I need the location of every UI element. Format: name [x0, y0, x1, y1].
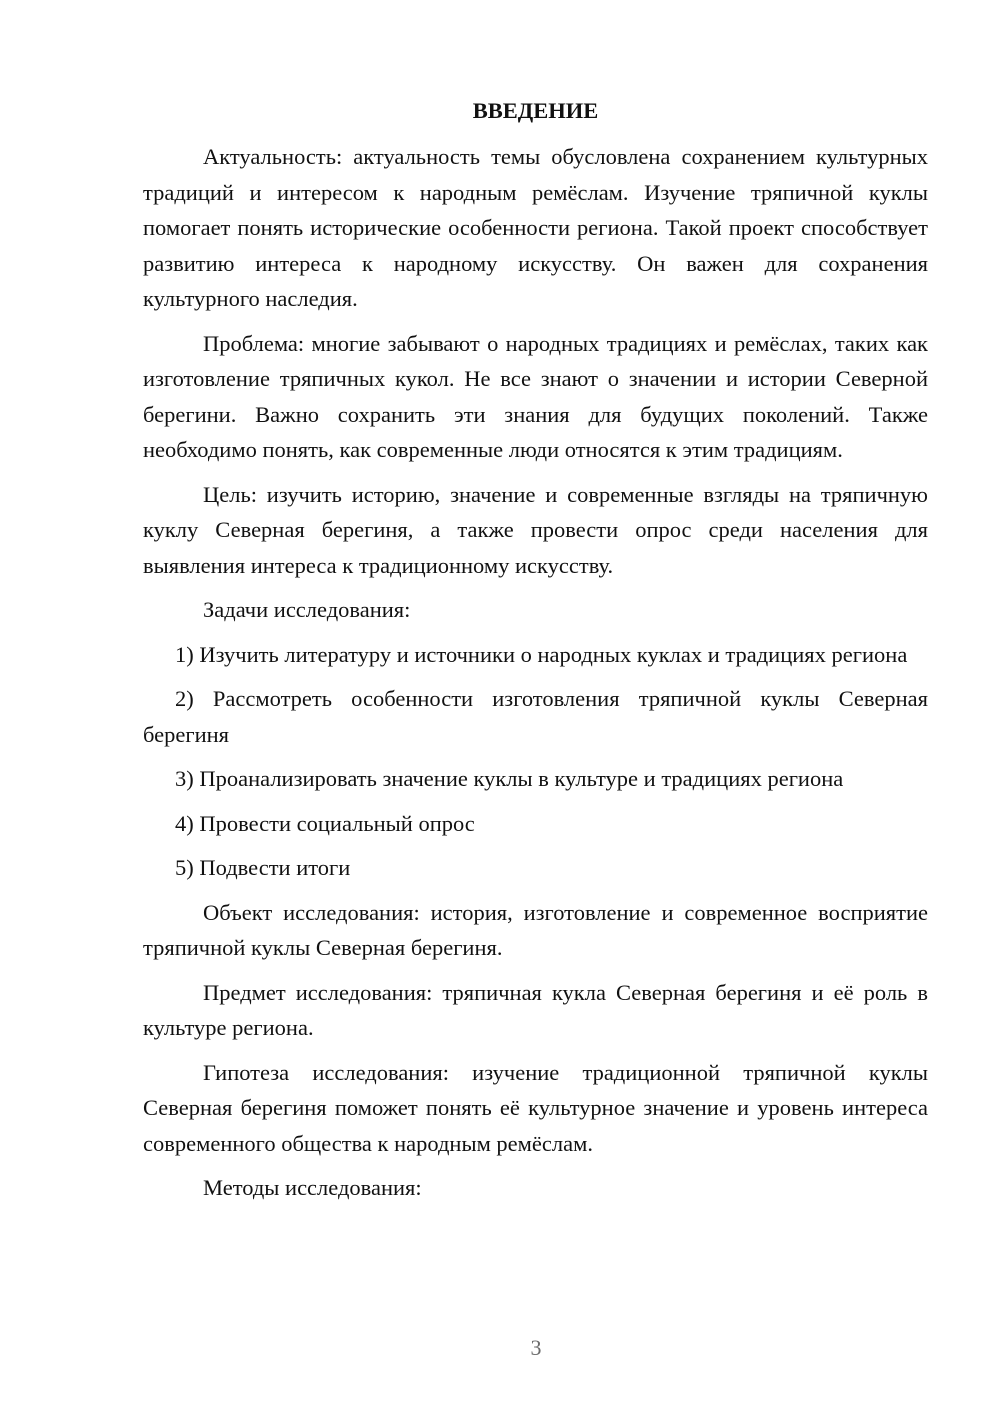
subject-paragraph: Предмет исследования: тряпичная кукла Северная берегиня и её роль в культуре региона.	[143, 979, 928, 1040]
task-item: 4) Провести социальный опрос	[175, 810, 475, 836]
section-title: ВВЕДЕНИЕ	[472, 98, 599, 123]
relevance-paragraph: Актуальность: актуальность темы обусловлена сохранением культурных традиций и интересом к народным ремёслам. Изучение тряпичной куклы помогает понять исторические особенности региона. Такой проект способствует развитию интереса к народному искусству. Он важен для сохранения культурного наследия.	[143, 144, 928, 311]
goal-paragraph: Цель: изучить историю, значение и современные взгляды на тряпичную куклу Северная берегиня, а также провести опрос среди населения для выявления интереса к традиционному искусству.	[143, 481, 928, 578]
page-number: 3	[530, 1335, 542, 1360]
tasks-heading: Задачи исследования:	[203, 597, 411, 622]
task-item: 3) Проанализировать значение куклы в культуре и традициях региона	[175, 766, 844, 791]
methods-heading: Методы исследования:	[203, 1175, 422, 1200]
task-item: 2) Рассмотреть особенности изготовления тряпичной куклы Северная берегиня	[143, 686, 928, 747]
task-item: 1) Изучить литературу и источники о народных куклах и традициях региона	[175, 641, 908, 667]
page-content	[143, 92, 928, 1215]
object-paragraph: Объект исследования: история, изготовление и современное восприятие тряпичной куклы Северная берегиня.	[143, 899, 928, 960]
task-item: 5) Подвести итоги	[175, 855, 351, 880]
hypothesis-paragraph: Гипотеза исследования: изучение традиционной тряпичной куклы Северная берегиня поможет понять её культурное значение и уровень интереса современного общества к народным ремёслам.	[143, 1059, 928, 1156]
problem-paragraph: Проблема: многие забывают о народных традициях и ремёслах, таких как изготовление тряпичных кукол. Не все знают о значении и истории Северной берегини. Важно сохранить эти знания для будущих поколений. Также необходимо понять, как современные люди относятся к этим традициям.	[143, 330, 928, 462]
